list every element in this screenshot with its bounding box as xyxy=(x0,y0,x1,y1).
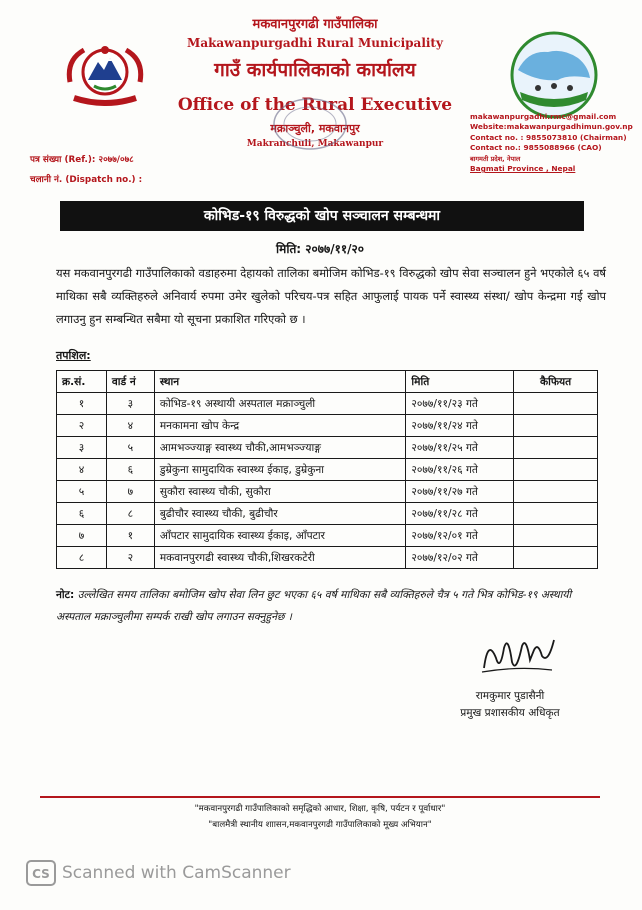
cell-ward: ५ xyxy=(106,437,154,459)
signer-name: रामकुमार पुडासैनी xyxy=(475,690,545,702)
cell-location: सुकौरा स्वास्थ्य चौकी, सुकौरा xyxy=(154,481,406,503)
contact-block xyxy=(470,112,642,174)
municipality-name-np: मकवानपुरगढी गाउँपालिका xyxy=(252,17,378,32)
camscanner-watermark: Scanned with CamScanner xyxy=(62,863,291,883)
province-en: Bagmati Province , Nepal xyxy=(470,164,576,174)
cell-date: २०७७/१२/०१ गते xyxy=(406,525,514,547)
cell-remarks xyxy=(514,481,598,503)
cell-serial: ४ xyxy=(57,459,107,481)
cell-remarks xyxy=(514,459,598,481)
table-row xyxy=(57,437,598,459)
cell-location: मनकामना खोप केन्द्र xyxy=(154,415,406,437)
cell-date: २०७७/११/२८ गते xyxy=(406,503,514,525)
cell-date: २०७७/११/२६ गते xyxy=(406,459,514,481)
nepal-emblem-icon xyxy=(64,40,146,106)
col-ward: वार्ड नं xyxy=(106,371,154,393)
municipality-name-en: Makawanpurgadhi Rural Municipality xyxy=(187,36,443,50)
cell-serial: ६ xyxy=(57,503,107,525)
cell-serial: ५ xyxy=(57,481,107,503)
office-name-en: Office of the Rural Executive xyxy=(177,95,453,115)
vaccination-schedule-table xyxy=(56,370,598,569)
svg-text:CS: CS xyxy=(32,867,50,881)
municipality-logo-icon xyxy=(508,30,600,120)
cell-location: मकवानपुरगढी स्वास्थ्य चौकी,शिखरकटेरी xyxy=(154,547,406,569)
cell-ward: ३ xyxy=(106,393,154,415)
cell-location: कोभिड-१९ अस्थायी अस्पताल मक्राञ्चुली xyxy=(154,393,406,415)
signer-title: प्रमुख प्रशासकीय अधिकृत xyxy=(460,707,560,719)
note-text: उल्लेखित समय तालिका बमोजिम खोप सेवा लिन छुट भएका ६५ वर्ष माथिका सबै व्यक्तिहरुले चैत्र ५ गते भित्र कोभिड-१९ अस्थायी अस्पताल मक्राञ्चुलीमा सम्पर्क राखी खोप लगाउन सक्नुहुनेछ । xyxy=(56,589,572,623)
camscanner-logo-icon xyxy=(26,860,56,886)
office-stamp-icon xyxy=(270,95,350,153)
col-serial: क्र.सं. xyxy=(57,371,107,393)
col-date: मिति xyxy=(406,371,514,393)
cell-location: डुम्रेकुना सामुदायिक स्वास्थ्य ईकाइ, डुम्रेकुना xyxy=(154,459,406,481)
footer-divider xyxy=(40,796,600,798)
notice-body: यस मकवानपुरगढी गाउँपालिकाको वडाहरुमा देहायको तालिका बमोजिम कोभिड-१९ विरुद्धको खोप सेवा सञ्चालन हुने भएकोले ६५ वर्ष माथिका सबै व्यक्तिहरुले अनिवार्य रुपमा उमेर खुलेको परिचय-पत्र सहित आफुलाई पायक पर्ने स्वास्थ्य संस्था/ खोप केन्द्रमा गई खोप लगाउनु हुन सम्बन्धित सबैमा यो सूचना प्रकाशित गरिएको छ । xyxy=(56,266,606,326)
cell-date: २०७७/११/२७ गते xyxy=(406,481,514,503)
table-header-row xyxy=(57,371,598,393)
cell-ward: १ xyxy=(106,525,154,547)
cell-serial: ८ xyxy=(57,547,107,569)
cell-remarks xyxy=(514,393,598,415)
note-label: नोट: xyxy=(56,589,75,601)
dispatch-number: चलानी नं. (Dispatch no.) : xyxy=(30,175,143,185)
cell-ward: २ xyxy=(106,547,154,569)
col-location: स्थान xyxy=(154,371,406,393)
table-row xyxy=(57,415,598,437)
cell-date: २०७७/११/२३ गते xyxy=(406,393,514,415)
notice-date: मिति: २०७७/११/२० xyxy=(276,242,364,256)
table-row xyxy=(57,503,598,525)
table-row xyxy=(57,525,598,547)
cell-remarks xyxy=(514,503,598,525)
signature-icon xyxy=(478,628,558,680)
cell-ward: ४ xyxy=(106,415,154,437)
table-row xyxy=(57,547,598,569)
cell-remarks xyxy=(514,525,598,547)
cell-ward: ६ xyxy=(106,459,154,481)
address-np: मक्राञ्चुली, मकवानपुर xyxy=(270,122,360,135)
cell-serial: १ xyxy=(57,393,107,415)
office-name-np: गाउँ कार्यपालिकाको कार्यालय xyxy=(214,59,416,81)
col-remarks: कैफियत xyxy=(514,371,598,393)
cell-date: २०७७/१२/०२ गते xyxy=(406,547,514,569)
table-row xyxy=(57,459,598,481)
details-heading: तपशिल: xyxy=(56,349,91,362)
cell-remarks xyxy=(514,415,598,437)
cell-date: २०७७/११/२४ गते xyxy=(406,415,514,437)
ref-number: पत्र संख्या (Ref.): २०७७/०७८ xyxy=(30,155,134,165)
cell-serial: ३ xyxy=(57,437,107,459)
signer-block xyxy=(430,688,590,722)
cell-location: आमभञ्ज्याङ्ग स्वास्थ्य चौकी,आमभञ्ज्याङ्ग xyxy=(154,437,406,459)
cell-ward: ७ xyxy=(106,481,154,503)
footer-slogan-1: "मकवानपुरगढी गाउँपालिकाको समृद्धिको आधार, शिक्षा, कृषि, पर्यटन र पूर्वाधार" xyxy=(194,804,446,814)
cell-ward: ८ xyxy=(106,503,154,525)
phone-cao: Contact no.: 9855088966 (CAO) xyxy=(470,143,602,153)
cell-serial: २ xyxy=(57,415,107,437)
cell-date: २०७७/११/२५ गते xyxy=(406,437,514,459)
website-text: Website:makawanpurgadhimun.gov.np xyxy=(470,122,633,132)
table-row xyxy=(57,393,598,415)
subject-banner: कोभिड-१९ विरुद्धको खोप सञ्चालन सम्बन्धमा xyxy=(60,201,584,231)
cell-remarks xyxy=(514,437,598,459)
email-text: makawanpurgadhi.rmc@gmail.com xyxy=(470,112,617,121)
address-en: Makranchuli, Makawanpur xyxy=(246,139,384,149)
footer-slogan-2: "बालमैत्री स्थानीय शाासन,मकवानपुरगढी गाउँपालिकाको मूख्य अभियान" xyxy=(208,820,432,830)
phone-chairman: Contact no. : 9855073810 (Chairman) xyxy=(470,132,627,142)
cell-location: आँपटार सामुदायिक स्वास्थ्य ईकाइ, आँपटार xyxy=(154,525,406,547)
cell-serial: ७ xyxy=(57,525,107,547)
cell-remarks xyxy=(514,547,598,569)
province-np: बागमती प्रदेश, नेपाल xyxy=(470,154,521,163)
cell-location: बुढीचौर स्वास्थ्य चौकी, बुढीचौर xyxy=(154,503,406,525)
note-paragraph xyxy=(56,584,604,628)
table-row xyxy=(57,481,598,503)
